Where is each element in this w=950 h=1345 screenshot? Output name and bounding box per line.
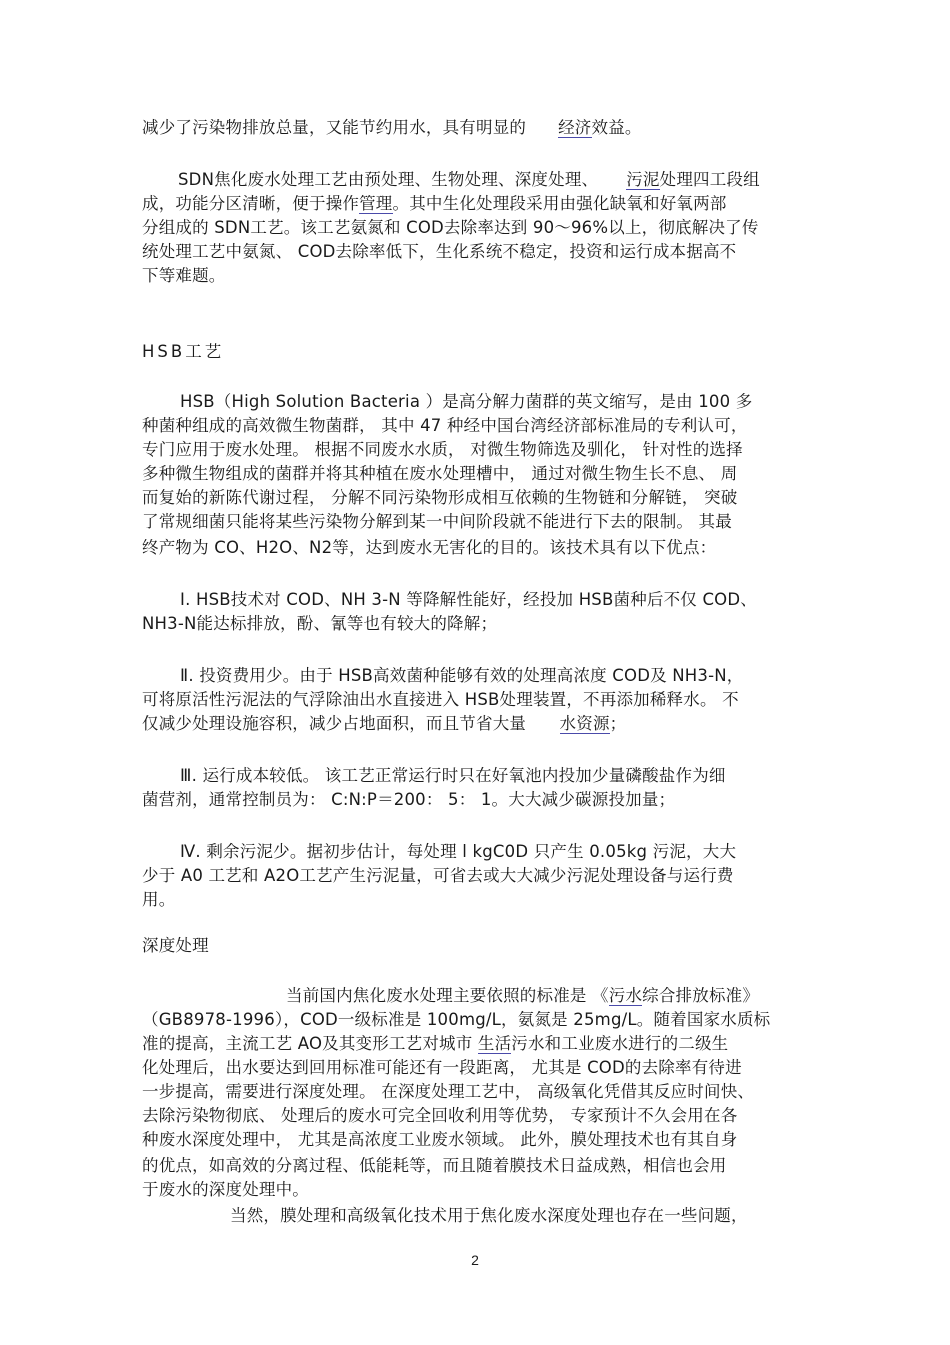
text-line: Ⅱ. 投资费用少。由于 HSB高效菌种能够有效的处理高浓度 COD及 NH3-N， <box>180 666 744 685</box>
text-line: HSB（High Solution Bacteria ）是高分解力菌群的英文缩写，是由 100 多 <box>180 392 753 411</box>
text-line: 下等难题。 <box>142 266 226 285</box>
keyword-link[interactable]: 经济 <box>558 118 592 137</box>
keyword-link[interactable]: 污泥 <box>626 170 660 189</box>
text-line: 而复始的新陈代谢过程， 分解不同污染物形成相互依赖的生物链和分解链， 突破 <box>142 488 738 507</box>
text-line: 减少了污染物排放总量，又能节约用水，具有明显的 经济效益。 <box>142 118 642 137</box>
keyword-link[interactable]: 管理 <box>359 194 393 213</box>
text-line: SDN焦化废水处理工艺由预处理、生物处理、深度处理、 污泥处理四工段组 <box>178 170 760 189</box>
text-line: 一步提高，需要进行深度处理。 在深度处理工艺中， 高级氧化凭借其反应时间快、 <box>142 1082 755 1101</box>
text-line: 可将原活性污泥法的气浮除油出水直接进入 HSB处理装置，不再添加稀释水。 不 <box>142 690 739 709</box>
section-heading: HSB工艺 <box>142 342 225 361</box>
keyword-link[interactable]: 生活 <box>477 1034 512 1053</box>
text-line: 当然，膜处理和高级氧化技术用于焦化废水深度处理也存在一些问题， <box>230 1206 748 1225</box>
text-line: 了常规细菌只能将某些污染物分解到某一中间阶段就不能进行下去的限制。 其最 <box>142 512 732 531</box>
text-line: 仅减少处理设施容积，减少占地面积，而且节省大量 水资源； <box>142 714 627 733</box>
text-line: 成，功能分区清晰，便于操作管理。其中生化处理段采用由强化缺氧和好氧两部 <box>142 194 727 213</box>
text-line: Ⅰ. HSB技术对 COD、NH 3-N 等降解性能好，经投加 HSB菌种后不仅 COD、 <box>180 590 757 609</box>
text-line: 用。 <box>142 890 176 909</box>
text-line: Ⅲ. 运行成本较低。 该工艺正常运行时只在好氧池内投加少量磷酸盐作为细 <box>180 766 726 785</box>
text-line: 统处理工艺中氨氮、 COD去除率低下，生化系统不稳定，投资和运行成本据高不 <box>142 242 737 261</box>
page-number: 2 <box>471 1252 479 1268</box>
text-line: Ⅳ. 剩余污泥少。据初步估计，每处理 l kgC0D 只产生 0.05kg 污泥，大大 <box>180 842 737 861</box>
text-line: （GB8978-1996），COD一级标准是 100mg/L，氨氮是 25mg/L。随着国家水质标 <box>142 1010 771 1029</box>
text-line: 菌营剂，通常控制员为： C:N:P＝200： 5： 1。大大减少碳源投加量； <box>142 790 676 809</box>
text-line: 化处理后，出水要达到回用标准可能还有一段距离， 尤其是 COD的去除率有待进 <box>142 1058 742 1077</box>
text-line: 去除污染物彻底、 处理后的废水可完全回收利用等优势， 专家预计不久会用在各 <box>142 1106 738 1125</box>
text-line: NH3-N能达标排放，酚、氰等也有较大的降解； <box>142 614 498 633</box>
text-line: 种菌种组成的高效微生物菌群， 其中 47 种经中国台湾经济部标准局的专利认可， <box>142 416 748 435</box>
text-line: 分组成的 SDN工艺。该工艺氨氮和 COD去除率达到 90～96%以上，彻底解决了传 <box>142 218 759 237</box>
text-line: 少于 A0 工艺和 A2O工艺产生污泥量，可省去或大大减少污泥处理设备与运行费 <box>142 866 734 885</box>
keyword-link[interactable]: 水资源 <box>559 714 610 733</box>
text-line: 于废水的深度处理中。 <box>142 1180 309 1199</box>
text-line: 当前国内焦化废水处理主要依照的标准是 《污水综合排放标准》 <box>286 986 760 1005</box>
text-line: 终产物为 CO、H2O、N2等，达到废水无害化的目的。该技术具有以下优点： <box>142 538 717 557</box>
text-line: 多种微生物组成的菌群并将其种植在废水处理槽中， 通过对微生物生长不息、 周 <box>142 464 738 483</box>
text-line: 种废水深度处理中， 尤其是高浓度工业废水领域。 此外，膜处理技术也有其自身 <box>142 1130 738 1149</box>
text-line: 准的提高，主流工艺 AO及其变形工艺对城市 生活污水和工业废水进行的二级生 <box>142 1034 729 1053</box>
text-line: 专门应用于废水处理。 根据不同废水水质， 对微生物筛选及驯化， 针对性的选择 <box>142 440 743 459</box>
section-heading: 深度处理 <box>142 936 209 955</box>
text-line: 的优点，如高效的分离过程、低能耗等，而且随着膜技术日益成熟，相信也会用 <box>142 1156 727 1175</box>
keyword-link[interactable]: 污水 <box>608 986 643 1005</box>
